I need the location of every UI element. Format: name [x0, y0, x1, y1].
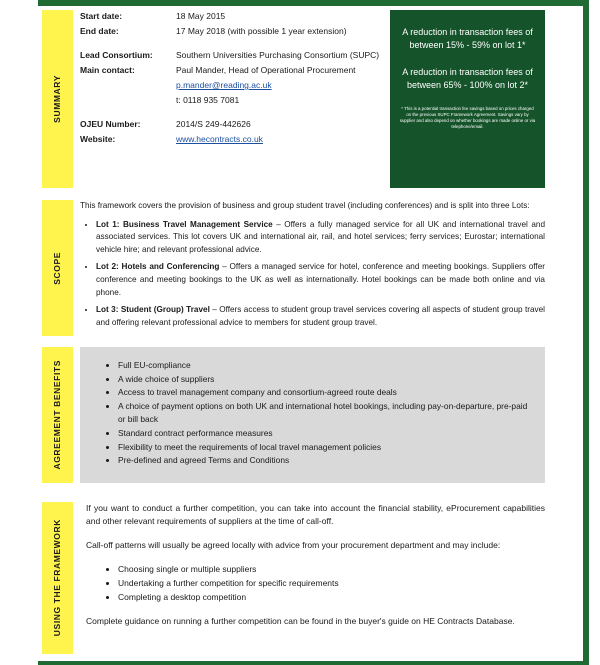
- scope-content: [80, 200, 545, 336]
- lot-title: Lot 2: Hotels and Conferencing: [96, 262, 220, 272]
- spacer: [80, 40, 385, 49]
- list-item: • Flexibility to meet the requirements of local travel management policies: [118, 441, 535, 455]
- summary-field-end-date: [80, 25, 385, 37]
- list-item: [96, 304, 545, 329]
- list-item: • A choice of payment options on both UK and international hotel bookings, including pay-on-departure, pre-paid or bill back: [118, 400, 535, 427]
- summary-field-label: Main contact:: [80, 65, 135, 75]
- savings-footnote: * This is a potential transaction fee savings based on prices charged on the previous SUPC Framework Agreement. Savings vary by supplier and also depend on whether bookings are made online or via telephone/email.: [399, 106, 536, 129]
- section-tab-agreement-benefits-label: AGREEMENT BENEFITS: [52, 360, 62, 470]
- section-tab-summary-label: SUMMARY: [52, 75, 62, 123]
- section-tab-using-the-framework: [42, 502, 73, 654]
- summary-contact-email-row: [80, 79, 385, 91]
- section-tab-using-the-framework-label: USING THE FRAMEWORK: [52, 519, 62, 637]
- ojeu-value: 2014/S 249-442626: [176, 119, 251, 129]
- list-item: • Choosing single or multiple suppliers: [118, 563, 545, 576]
- using-paragraph-2: Call-off patterns will usually be agreed locally with advice from your procurement department and may include:: [86, 540, 501, 550]
- using-the-framework-content: [86, 502, 545, 658]
- spacer: [80, 109, 385, 118]
- summary-field-website: [80, 133, 385, 145]
- website-link[interactable]: www.hecontracts.co.uk: [176, 134, 263, 144]
- summary-field-lead-consortium: [80, 49, 385, 61]
- scope-lot-list: [80, 219, 545, 330]
- using-paragraph-3: Complete guidance on running a further competition can be found in the buyer's guide on HE Contracts Database.: [86, 616, 515, 626]
- section-tab-scope: [42, 200, 73, 336]
- list-item: • Standard contract performance measures: [118, 427, 535, 441]
- lot-title: Lot 1: Business Travel Management Service: [96, 219, 273, 229]
- list-item: • Completing a desktop competition: [118, 591, 545, 604]
- summary-contact-phone-row: [80, 94, 385, 106]
- bottom-accent-rule: [38, 661, 583, 665]
- lot-text: – Offers a managed service for hotel, conference and meeting bookings. Suppliers offer conference and meeting bookings to the UK as well as internationally. Hotel bookings can be made both online and via phone.: [96, 262, 545, 297]
- ojeu-label: OJEU Number:: [80, 119, 141, 129]
- contact-email-link[interactable]: p.mander@reading.ac.uk: [176, 80, 272, 90]
- summary-field-value: 18 May 2015: [176, 11, 226, 21]
- savings-line-2: A reduction in transaction fees of between 65% - 100% on lot 2*: [402, 67, 533, 90]
- right-accent-rule: [583, 0, 589, 665]
- list-item: • Pre-defined and agreed Terms and Conditions: [118, 454, 535, 468]
- savings-highlight-box: [390, 10, 545, 188]
- list-item: [96, 219, 545, 257]
- contact-phone: t: 0118 935 7081: [176, 95, 240, 105]
- list-item: • Undertaking a further competition for specific requirements: [118, 577, 545, 590]
- benefits-list: [90, 359, 535, 468]
- summary-field-value: Paul Mander, Head of Operational Procurement: [176, 65, 356, 75]
- summary-field-value: Southern Universities Purchasing Consortium (SUPC): [176, 50, 380, 60]
- summary-field-ojeu: [80, 118, 385, 130]
- summary-field-main-contact: [80, 64, 385, 76]
- list-item: • Access to travel management company and consortium-agreed route deals: [118, 386, 535, 400]
- using-list: [86, 563, 545, 604]
- website-label: Website:: [80, 134, 116, 144]
- agreement-benefits-content: [80, 347, 545, 483]
- section-tab-agreement-benefits: [42, 347, 73, 483]
- lot-text: – Offers a fully managed service for all UK and international travel and associated services. This lot covers UK and international air, rail, and hotel services; ferry services; Eurostar; international vehicle hire; and relevant professional advice.: [96, 219, 545, 254]
- list-item: • A wide choice of suppliers: [118, 373, 535, 387]
- summary-field-label: Lead Consortium:: [80, 50, 153, 60]
- summary-field-label: End date:: [80, 26, 119, 36]
- section-tab-scope-label: SCOPE: [52, 251, 62, 285]
- section-tab-summary: [42, 10, 73, 188]
- list-item: [96, 261, 545, 299]
- summary-field-start-date: [80, 10, 385, 22]
- lot-title: Lot 3: Student (Group) Travel: [96, 305, 210, 315]
- lot-text: – Offers access to student group travel services covering all aspects of student group travel and offering relevant professional advice to members for student group travel.: [96, 305, 545, 327]
- scope-intro: This framework covers the provision of business and group student travel (including conferences) and is split into three Lots:: [80, 201, 530, 210]
- summary-details: [80, 10, 385, 188]
- savings-line-1: A reduction in transaction fees of between 15% - 59% on lot 1*: [402, 27, 533, 50]
- summary-field-value: 17 May 2018 (with possible 1 year extension): [176, 26, 347, 36]
- list-item: • Full EU-compliance: [118, 359, 535, 373]
- top-accent-rule: [38, 0, 583, 6]
- summary-field-label: Start date:: [80, 11, 123, 21]
- using-paragraph-1: If you want to conduct a further competition, you can take into account the financial stability, eProcurement capabilities and other relevant requirements of suppliers at the time of call-off.: [86, 503, 545, 526]
